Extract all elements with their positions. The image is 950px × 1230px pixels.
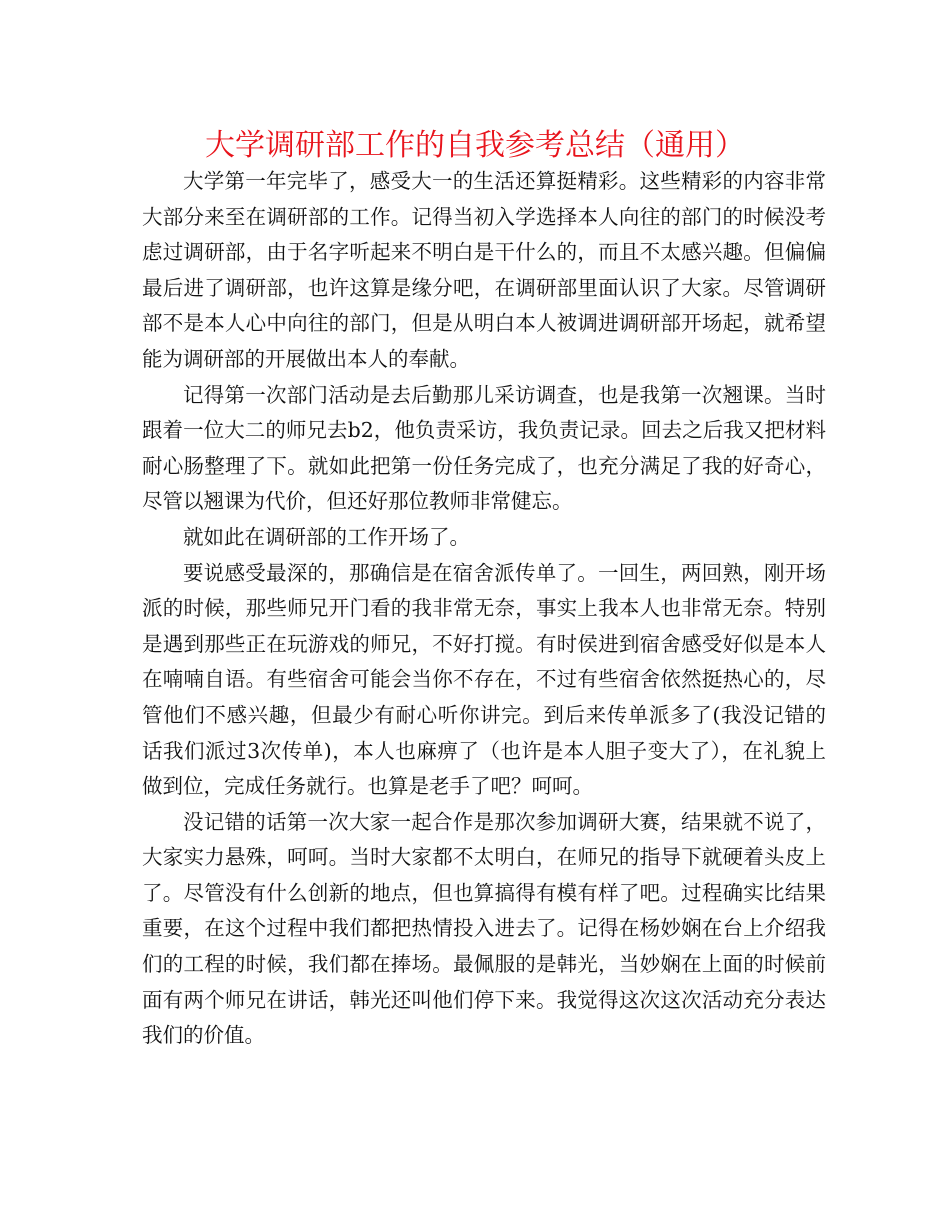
paragraph-4: 要说感受最深的，那确信是在宿舍派传单了。一回生，两回熟，刚开场派的时候，那些师兄开门看的我非常无奈，事实上我本人也非常无奈。特别是遇到那些正在玩游戏的师兄，不好打搅。有时侯进到宿舍感受好似是本人在喃喃自语。有些宿舍可能会当你不存在，不过有些宿舍依然挺热心的，尽管他们不感兴趣，但最少有耐心听你讲完。到后来传单派多了(我没记错的话我们派过3次传单)，本人也麻痹了（也许是本人胆子变大了），在礼貌上做到位，完成任务就行。也算是老手了吧？呵呵。 — [142, 560, 826, 799]
document-title: 大学调研部工作的自我参考总结（通用） — [205, 128, 745, 163]
paragraph-3: 就如此在调研部的工作开场了。 — [183, 524, 470, 549]
paragraph-1: 大学第一年完毕了，感受大一的生活还算挺精彩。这些精彩的内容非常大部分来至在调研部的工作。记得当初入学选择本人向往的部门的时候没考虑过调研部，由于名字听起来不明白是干什么的，而且不太感兴趣。但偏偏最后进了调研部，也许这算是缘分吧，在调研部里面认识了大家。尽管调研部不是本人心中向往的部门，但是从明白本人被调进调研部开场起，就希望能为调研部的开展做出本人的奉献。 — [142, 169, 826, 371]
document-body — [142, 164, 826, 1054]
paragraph-5: 没记错的话第一次大家一起合作是那次参加调研大赛，结果就不说了，大家实力悬殊，呵呵。当时大家都不太明白，在师兄的指导下就硬着头皮上了。尽管没有什么创新的地点，但也算搞得有模有样了吧。过程确实比结果重要，在这个过程中我们都把热情投入进去了。记得在杨妙娴在台上介绍我们的工程的时候，我们都在捧场。最佩服的是韩光，当妙娴在上面的时候前面有两个师兄在讲话，韩光还叫他们停下来。我觉得这次这次活动充分表达我们的价值。 — [142, 809, 826, 1048]
paragraph-2: 记得第一次部门活动是去后勤那儿采访调查，也是我第一次翘课。当时跟着一位大二的师兄去b2，他负责采访，我负责记录。回去之后我又把材料耐心肠整理了下。就如此把第一份任务完成了，也充分满足了我的好奇心，尽管以翘课为代价，但还好那位教师非常健忘。 — [142, 382, 826, 514]
